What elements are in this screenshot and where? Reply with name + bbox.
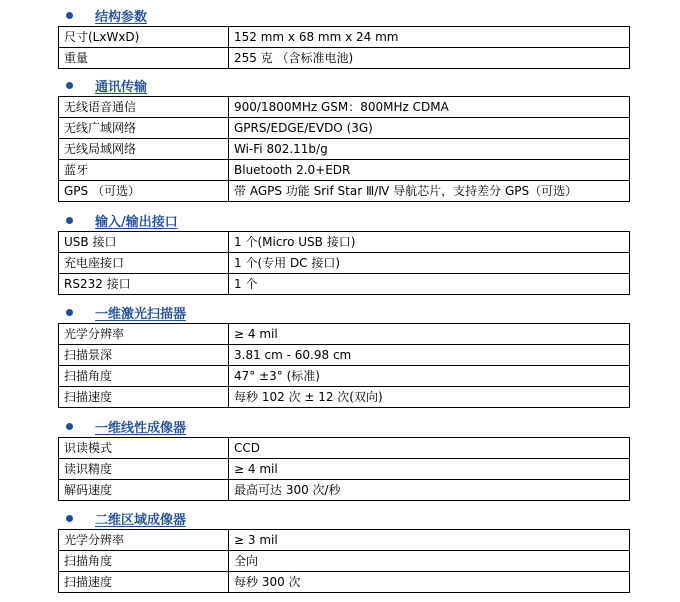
section-structure [0,5,680,69]
section-header [0,302,680,323]
row-label: 光学分辨率 [59,530,229,551]
row-label: RS232 接口 [59,274,229,295]
row-label: 无线广域网络 [59,118,229,139]
row-value: 1 个 [229,274,630,295]
row-value: 152 mm x 68 mm x 24 mm [229,27,630,48]
bullet-icon [66,12,73,19]
section-header [0,5,680,26]
spec-table [58,96,630,202]
table-row [59,387,630,408]
bullet-icon [66,82,73,89]
row-value: 255 克 （含标准电池) [229,48,630,69]
spec-table [58,529,630,593]
row-value: CCD [229,438,630,459]
section-title: 一维激光扫描器 [95,307,187,322]
table-row [59,366,630,387]
section-header [0,75,680,96]
section-title: 通讯传输 [95,80,148,95]
section-io-ports [0,210,680,295]
row-label: 光学分辨率 [59,324,229,345]
section-title: 结构参数 [95,10,148,25]
table-row [59,274,630,295]
table-row [59,345,630,366]
row-label: 扫描速度 [59,572,229,593]
row-label: 扫描角度 [59,551,229,572]
spec-table [58,231,630,295]
section-header [0,416,680,437]
row-label: 重量 [59,48,229,69]
row-label: 解码速度 [59,480,229,501]
spec-table [58,323,630,408]
row-value: 1 个(Micro USB 接口) [229,232,630,253]
table-row [59,438,630,459]
row-label: 扫描角度 [59,366,229,387]
section-1d-linear-imager [0,416,680,501]
row-label: 识读模式 [59,438,229,459]
table-row [59,551,630,572]
table-row [59,459,630,480]
row-value: 每秒 300 次 [229,572,630,593]
table-row [59,97,630,118]
row-label: 蓝牙 [59,160,229,181]
bullet-icon [66,515,73,522]
table-row [59,480,630,501]
spec-table [58,437,630,501]
section-1d-laser-scanner [0,302,680,408]
row-value: 最高可达 300 次/秒 [229,480,630,501]
table-row [59,27,630,48]
section-title: 一维线性成像器 [95,421,187,436]
row-label: 扫描景深 [59,345,229,366]
bullet-icon [66,309,73,316]
row-value: ≥ 4 mil [229,459,630,480]
row-value: 1 个(专用 DC 接口) [229,253,630,274]
spec-table [58,26,630,69]
table-row [59,139,630,160]
row-value: GPRS/EDGE/EVDO (3G) [229,118,630,139]
row-label: 扫描速度 [59,387,229,408]
row-value: 3.81 cm - 60.98 cm [229,345,630,366]
table-row [59,160,630,181]
row-value: 每秒 102 次 ± 12 次(双向) [229,387,630,408]
table-row [59,572,630,593]
row-value: Bluetooth 2.0+EDR [229,160,630,181]
row-label: GPS （可选） [59,181,229,202]
table-row [59,324,630,345]
section-title: 输入/输出接口 [95,215,178,230]
row-label: USB 接口 [59,232,229,253]
row-value: ≥ 3 mil [229,530,630,551]
section-header [0,508,680,529]
section-communication [0,75,680,202]
section-2d-area-imager [0,508,680,593]
row-value: 全向 [229,551,630,572]
table-row [59,118,630,139]
row-label: 尺寸(LxWxD) [59,27,229,48]
row-value: 带 AGPS 功能 Srif Star Ⅲ/Ⅳ 导航芯片，支持差分 GPS（可选） [229,181,630,202]
bullet-icon [66,423,73,430]
table-row [59,253,630,274]
table-row [59,232,630,253]
table-row [59,48,630,69]
row-value: Wi-Fi 802.11b/g [229,139,630,160]
section-title: 二维区域成像器 [95,513,187,528]
row-label: 充电座接口 [59,253,229,274]
row-label: 读识精度 [59,459,229,480]
row-label: 无线语音通信 [59,97,229,118]
bullet-icon [66,217,73,224]
row-value: 900/1800MHz GSM：800MHz CDMA [229,97,630,118]
section-header [0,210,680,231]
table-row [59,181,630,202]
row-label: 无线局域网络 [59,139,229,160]
table-row [59,530,630,551]
row-value: 47° ±3° (标准) [229,366,630,387]
row-value: ≥ 4 mil [229,324,630,345]
